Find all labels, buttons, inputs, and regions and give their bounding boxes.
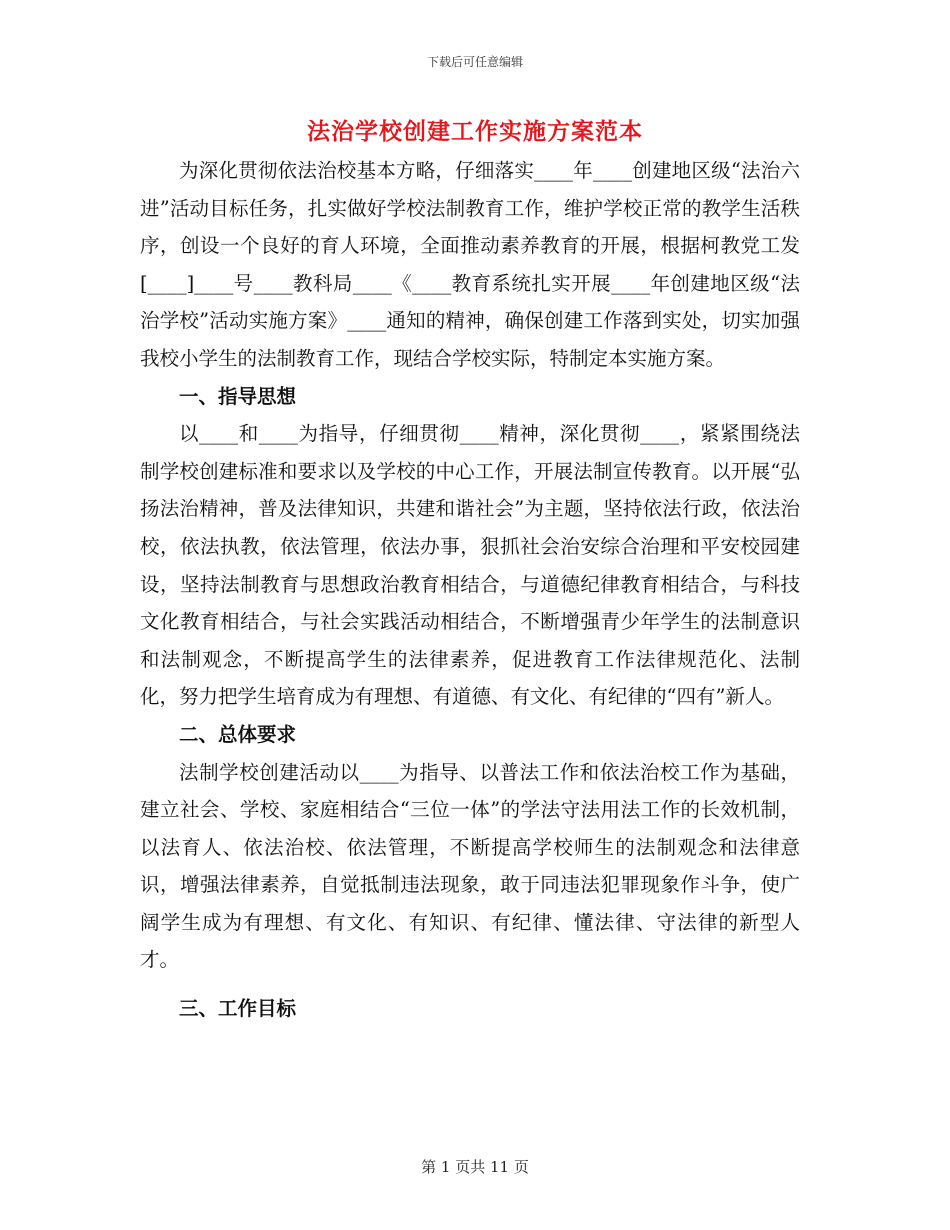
header-note: 下载后可任意编辑 <box>426 55 523 69</box>
intro-paragraph: 为深化贯彻依法治校基本方略，仔细落实____年____创建地区级“法治六进”活动目标任务，扎实做好学校法制教育工作，维护学校正常的教学生活秩序，创设一个良好的育人环境，全面推动素养教育的开展，根据柯教党工发[____]____号____教科局____《____教育系统扎实开展____年创建地区级“法治学校”活动实施方案》____通知的精神，确保创建工作落到实处，切实加强我校小学生的法制教育工作，现结合学校实际，特制定本实施方案。 <box>140 159 800 370</box>
section-heading-overall-requirements: 二、总体要求 <box>179 722 297 746</box>
section-paragraph-guiding-ideology: 以____和____为指导，仔细贯彻____精神，深化贯彻____，紧紧围绕法制学校创建标准和要求以及学校的中心工作，开展法制宣传教育。以开展“弘扬法治精神，普及法律知识，共建和谐社会”为主题，坚持依法行政，依法治校，依法执教，依法管理，依法办事，狠抓社会治安综合治理和平安校园建设，坚持法制教育与思想政治教育相结合，与道德纪律教育相结合，与科技文化教育相结合，与社会实践活动相结合，不断增强青少年学生的法制意识和法制观念，不断提高学生的法律素养，促进教育工作法律规范化、法制化，努力把学生培育成为有理想、有道德、有文化、有纪律的“四有”新人。 <box>140 422 800 709</box>
document-body <box>140 152 800 1028</box>
page-indicator: 第 1 页共 11 页 <box>421 1158 529 1176</box>
section-heading-guiding-ideology: 一、指导思想 <box>179 384 297 408</box>
section-paragraph-overall-requirements: 法制学校创建活动以____为指导、以普法工作和依法治校工作为基础，建立社会、学校、家庭相结合“三位一体”的学法守法用法工作的长效机制，以法育人、依法治校、依法管理，不断提高学校师生的法制观念和法律意识，增强法律素养，自觉抵制违法现象，敢于同违法犯罪现象作斗争，使广阔学生成为有理想、有文化、有知识、有纪律、懂法律、守法律的新型人才。 <box>140 760 800 972</box>
document-title: 法治学校创建工作实施方案范本 <box>307 118 643 145</box>
section-heading-work-goals: 三、工作目标 <box>179 997 297 1021</box>
